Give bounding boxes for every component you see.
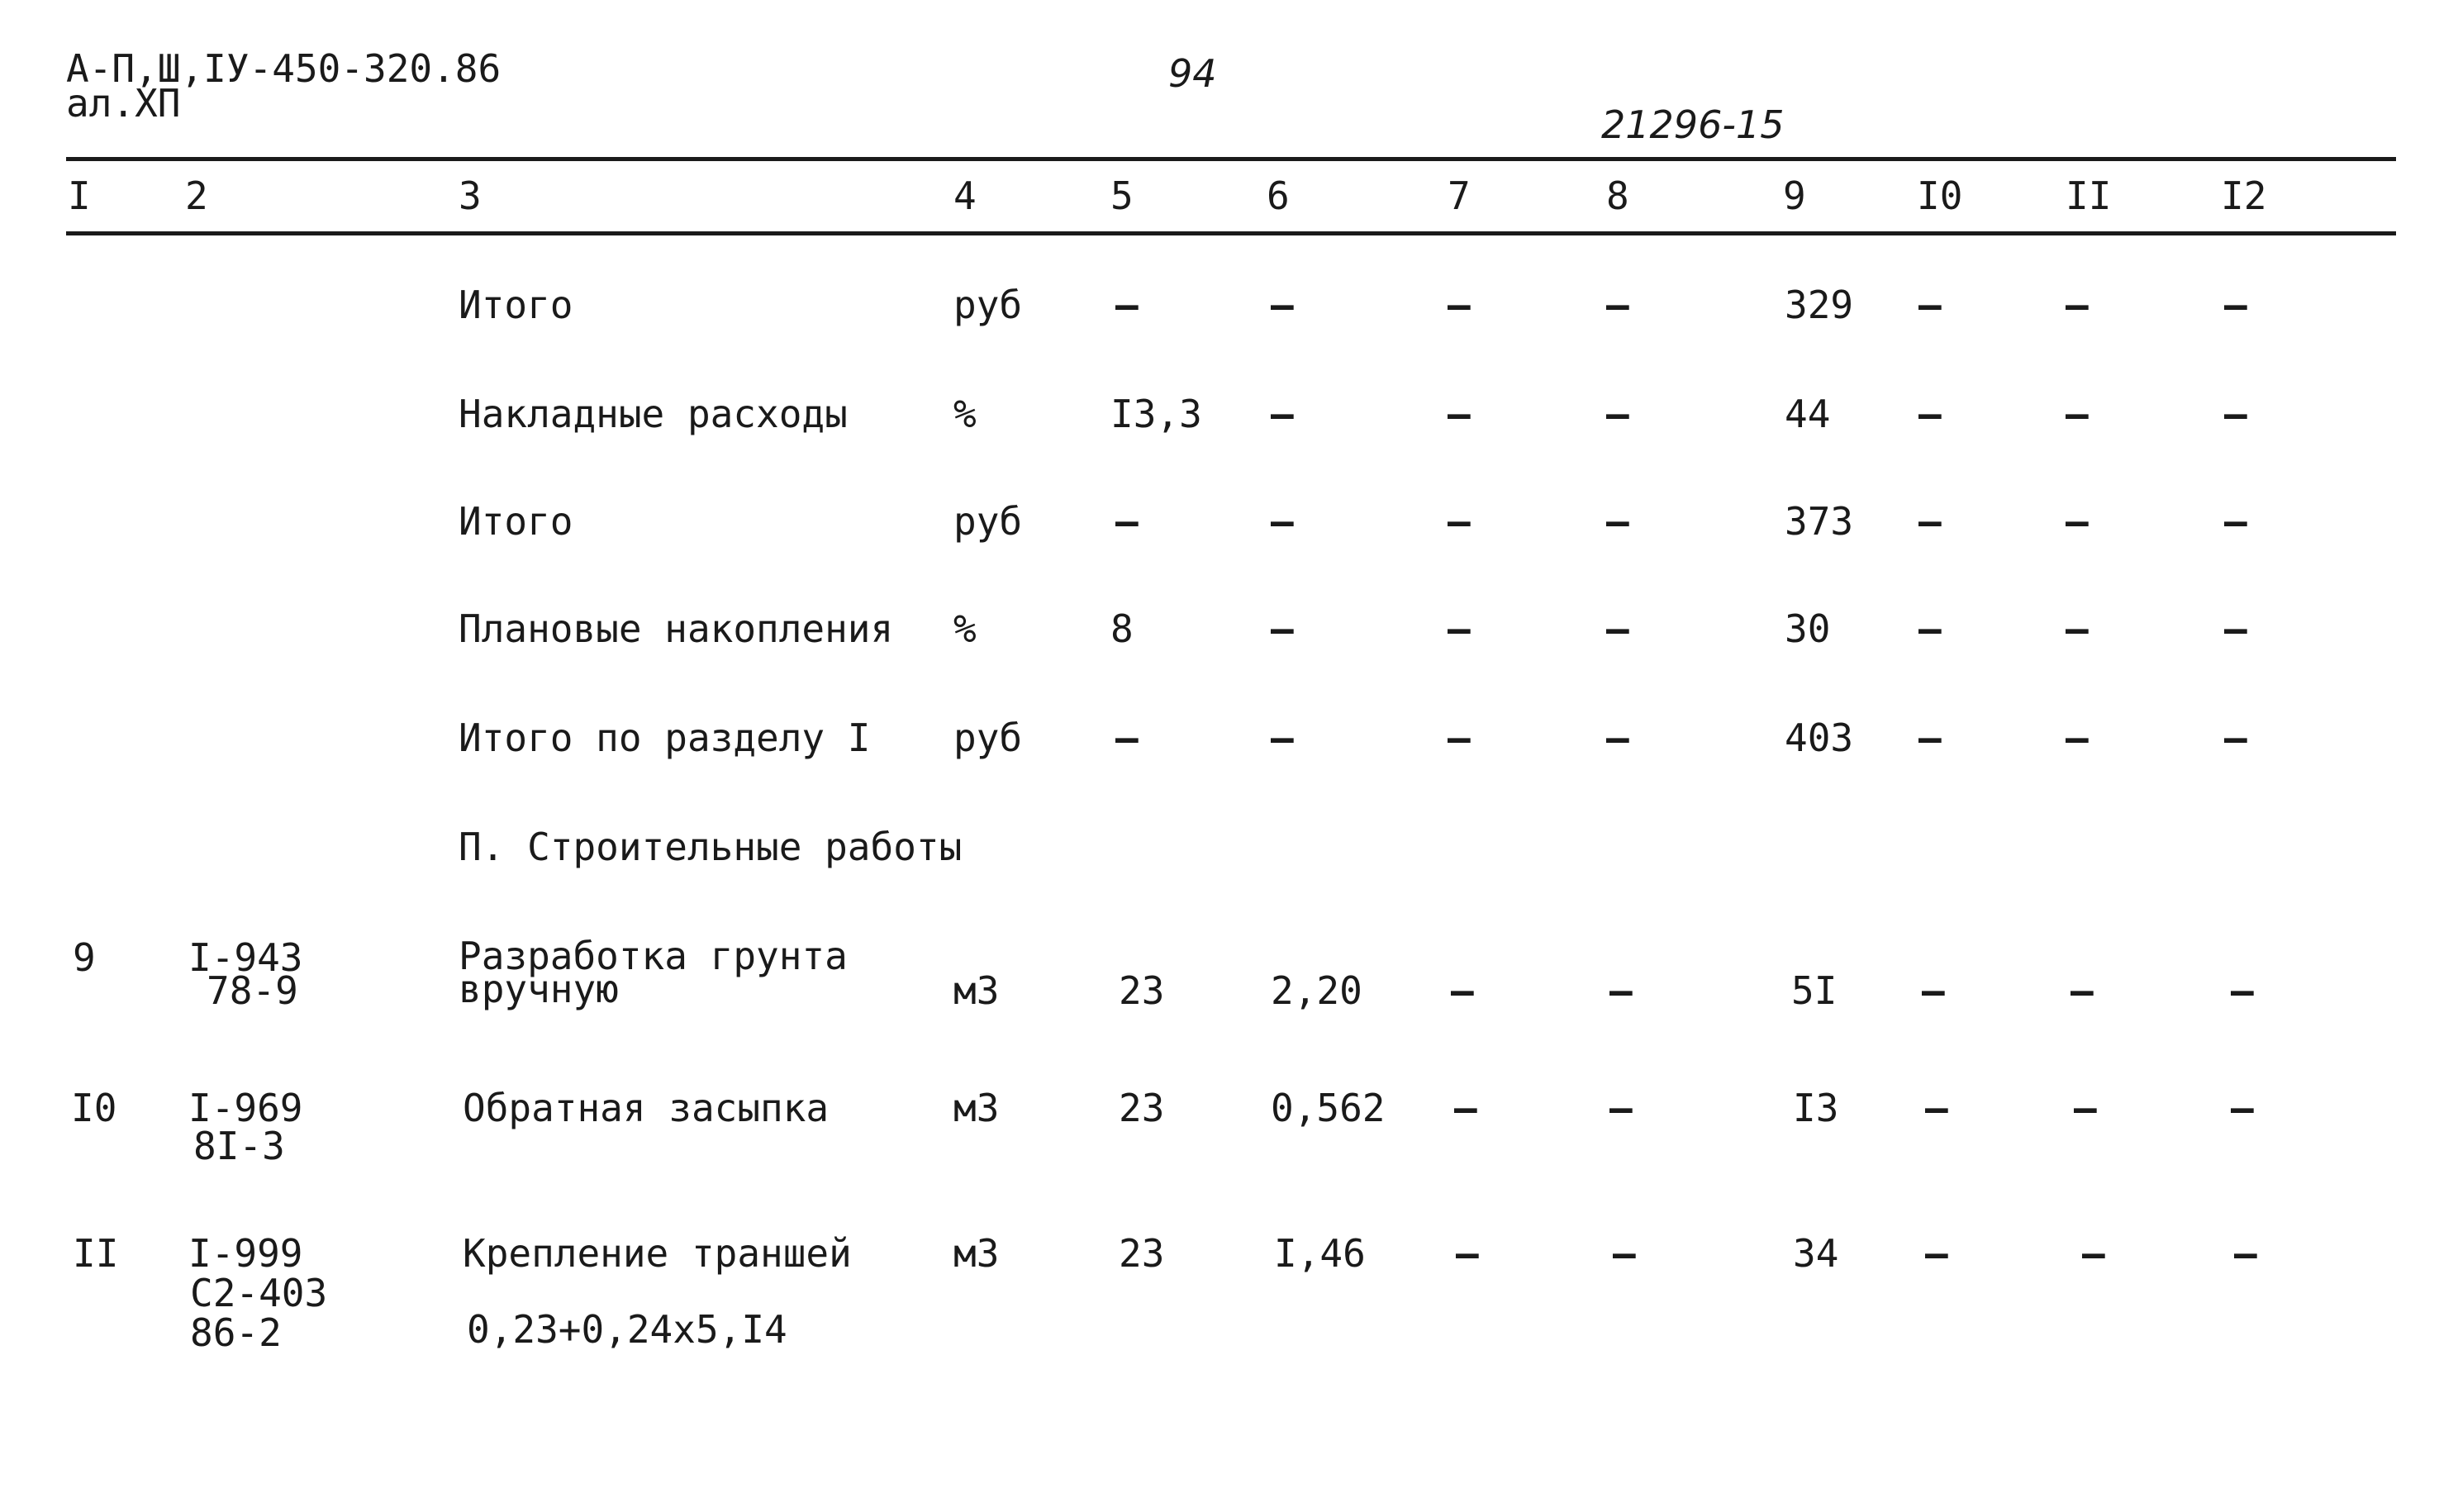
column-header: 7 [1448,174,1471,218]
column-header: 3 [459,174,482,218]
work-name: вручную [459,967,619,1011]
row-number: 9 [73,935,96,980]
rate-code: I-999 [188,1231,303,1276]
stamp-number: 21296-15 [1601,102,1785,147]
work-name: 0,23+0,24х5,I4 [467,1307,787,1352]
cell-11: – [2074,1086,2097,1130]
cell-7: – [1448,606,1471,651]
cell-11: – [2071,968,2094,1013]
row-unit: руб [953,499,1023,544]
album-label: ал.XП [66,81,181,126]
column-header: 8 [1606,174,1629,218]
column-header: I2 [2221,174,2267,218]
cell-9: 373 [1785,499,1854,544]
cell-6: – [1271,392,1294,436]
rate-code: С2-403 [190,1271,328,1315]
cell-7: – [1451,968,1474,1013]
cell-8: – [1609,968,1633,1013]
cell-5: 8 [1110,606,1134,651]
cell-price: 0,562 [1271,1086,1386,1130]
cell-8: – [1606,499,1629,544]
rate-code: 8I-3 [193,1124,285,1168]
cell-9: 403 [1785,716,1854,760]
row-unit: руб [953,283,1023,327]
cell-total: 5I [1791,968,1838,1013]
cell-9: 44 [1785,392,1831,436]
document-code: А-П,Ш,IУ-450-320.86 [66,46,502,91]
cell-5: I3,3 [1110,392,1202,436]
cell-8: – [1606,283,1629,327]
cell-total: 34 [1793,1231,1839,1276]
cell-price: I,46 [1274,1231,1366,1276]
row-unit: % [953,606,977,651]
cell-7: – [1448,716,1471,760]
cell-6: – [1271,716,1294,760]
row-name: Накладные расходы [459,392,848,436]
cell-12: – [2224,606,2247,651]
row-unit: м3 [953,1231,1000,1276]
cell-11: – [2082,1231,2105,1276]
cell-6: – [1271,606,1294,651]
cell-qty: 23 [1119,1231,1165,1276]
row-unit: м3 [953,1086,1000,1130]
work-name: Обратная засыпка [463,1086,830,1130]
cell-7: – [1448,499,1471,544]
cell-5: – [1115,499,1139,544]
cell-5: – [1115,716,1139,760]
cell-10: – [1918,283,1942,327]
cell-10: – [1918,499,1942,544]
column-header: I [68,174,91,218]
cell-price: 2,20 [1271,968,1362,1013]
cell-6: – [1271,283,1294,327]
rate-code: 86-2 [190,1310,282,1355]
header-bottom-rule [66,231,2396,235]
row-unit: руб [953,716,1023,760]
cell-10: – [1918,716,1942,760]
rate-code: I-943 [188,935,303,980]
cell-11: – [2066,392,2089,436]
column-header: 4 [953,174,977,218]
cell-8: – [1606,606,1629,651]
cell-5: – [1115,283,1139,327]
row-unit: % [953,392,977,436]
cell-7: – [1456,1231,1479,1276]
cell-12: – [2231,1086,2254,1130]
cell-12: – [2234,1231,2257,1276]
page-number: 94 [1168,51,1217,96]
cell-8: – [1606,392,1629,436]
column-header: II [2066,174,2112,218]
cell-11: – [2066,283,2089,327]
cell-12: – [2224,392,2247,436]
row-name: Итого по разделу I [459,716,871,760]
row-number: I0 [71,1086,117,1130]
cell-7: – [1448,392,1471,436]
cell-total: I3 [1793,1086,1839,1130]
cell-qty: 23 [1119,1086,1165,1130]
cell-qty: 23 [1119,968,1165,1013]
cell-6: – [1271,499,1294,544]
cell-12: – [2224,716,2247,760]
cell-11: – [2066,499,2089,544]
row-number: II [73,1231,119,1276]
column-header: 9 [1783,174,1806,218]
column-header: 5 [1110,174,1134,218]
row-name: Итого [459,283,573,327]
cell-8: – [1606,716,1629,760]
row-name: Плановые накопления [459,606,894,651]
cell-7: – [1448,283,1471,327]
cell-11: – [2066,606,2089,651]
work-name: Крепление траншей [463,1231,852,1276]
cell-10: – [1925,1231,1948,1276]
cell-12: – [2224,499,2247,544]
row-unit: м3 [953,968,1000,1013]
cell-9: 329 [1785,283,1854,327]
cell-10: – [1918,392,1942,436]
cell-9: 30 [1785,606,1831,651]
column-header: 6 [1267,174,1290,218]
cell-10: – [1925,1086,1948,1130]
row-name: Итого [459,499,573,544]
column-header: 2 [185,174,208,218]
rate-code: I-969 [188,1086,303,1130]
cell-12: – [2224,283,2247,327]
section-title: П. Строительные работы [459,825,963,869]
top-rule [66,157,2396,161]
cell-10: – [1922,968,1945,1013]
cell-8: – [1609,1086,1633,1130]
work-name: Разработка грунта [459,934,848,978]
cell-10: – [1918,606,1942,651]
cell-8: – [1613,1231,1636,1276]
rate-code: 78-9 [207,968,298,1013]
cell-12: – [2231,968,2254,1013]
column-header: I0 [1917,174,1963,218]
cell-7: – [1454,1086,1477,1130]
cell-11: – [2066,716,2089,760]
